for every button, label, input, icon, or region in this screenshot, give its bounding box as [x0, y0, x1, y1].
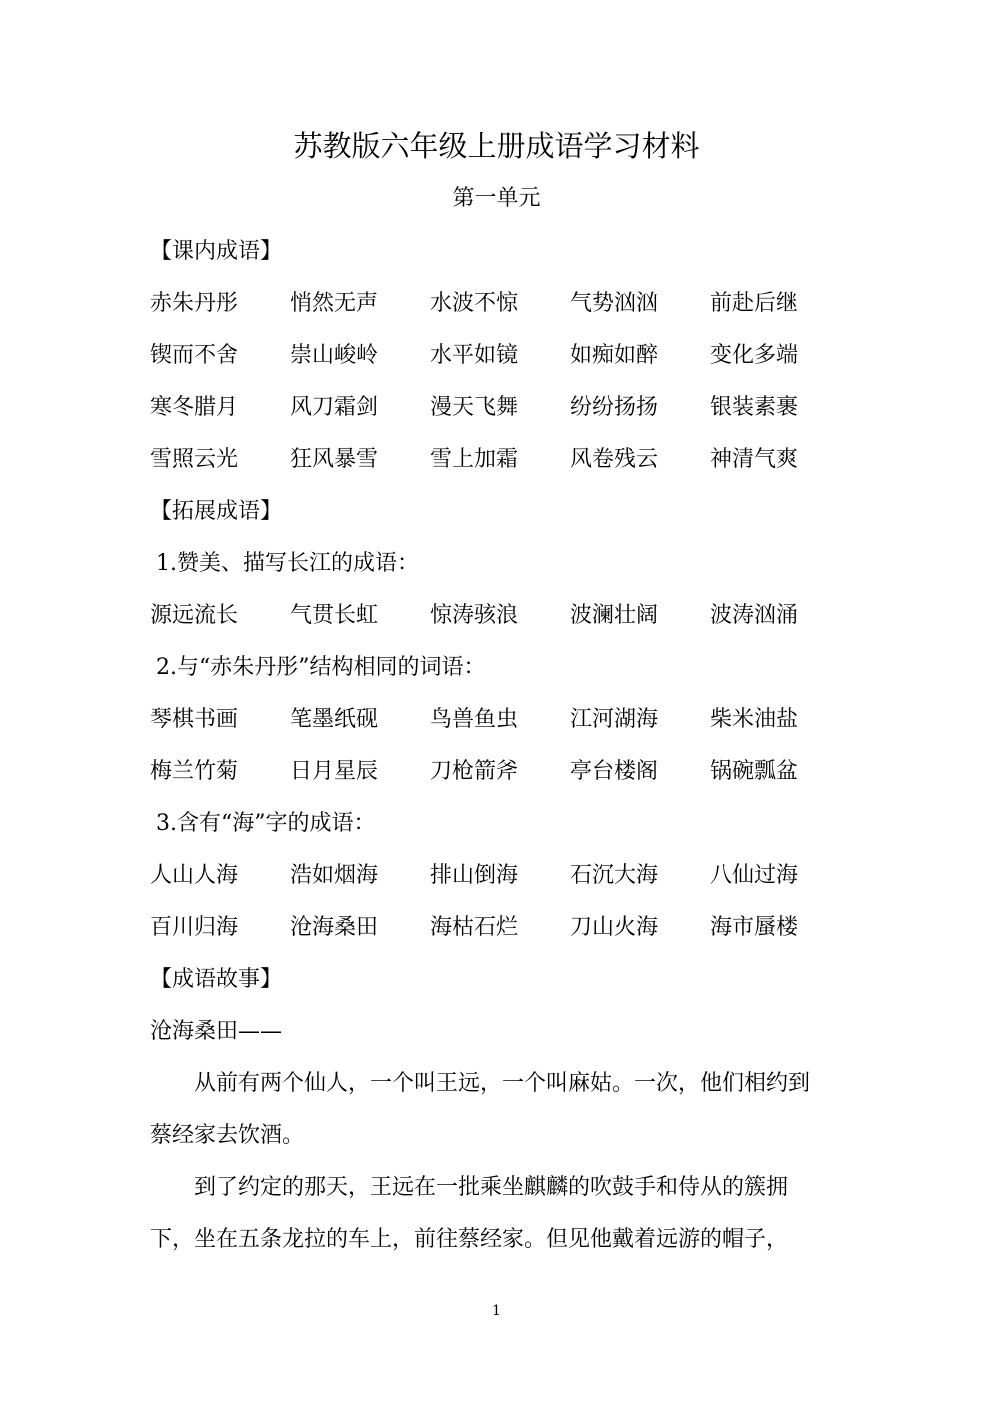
group-label: 3.含有“海”字的成语： [156, 811, 376, 836]
group-label: 1.赞美、描写长江的成语： [156, 551, 419, 576]
idiom: 赤朱丹彤 [150, 291, 239, 316]
idiom: 气贯长虹 [290, 603, 379, 628]
idiom: 前赴后继 [710, 291, 799, 316]
idiom: 沧海桑田 [290, 915, 379, 940]
idiom: 笔墨纸砚 [290, 707, 379, 732]
story-paragraph [150, 1162, 830, 1266]
idiom: 石沉大海 [570, 863, 659, 888]
idiom: 变化多端 [710, 343, 799, 368]
idiom: 柴米油盐 [710, 707, 799, 732]
section-heading-story: 【成语故事】 [150, 967, 283, 992]
idiom: 风刀霜剑 [290, 395, 379, 420]
story-paragraph-text: 从前有两个仙人，一个叫王远，一个叫麻姑。一次，他们相约到蔡经家去饮酒。 [150, 1071, 811, 1148]
idiom: 如痴如醉 [570, 343, 659, 368]
story-paragraph-text: 到了约定的那天，王远在一批乘坐麒麟的吹鼓手和侍从的簇拥下，坐在五条龙拉的车上，前往蔡经家。但见他戴着远游的帽子， [150, 1175, 789, 1252]
idiom: 亭台楼阁 [570, 759, 659, 784]
idiom: 水平如镜 [430, 343, 519, 368]
idiom: 雪照云光 [150, 447, 239, 472]
idiom: 刀枪箭斧 [430, 759, 519, 784]
document-title: 苏教版六年级上册成语学习材料 [293, 129, 700, 163]
idiom: 排山倒海 [430, 863, 519, 888]
idiom: 人山人海 [150, 863, 239, 888]
idiom: 八仙过海 [710, 863, 799, 888]
page-number: 1 [492, 1303, 501, 1319]
unit-heading: 第一单元 [452, 186, 541, 211]
idiom: 波澜壮阔 [570, 603, 659, 628]
idiom: 雪上加霜 [430, 447, 519, 472]
story-paragraph [150, 1058, 830, 1162]
section-heading-extended: 【拓展成语】 [150, 499, 283, 524]
idiom: 风卷残云 [570, 447, 659, 472]
idiom: 琴棋书画 [150, 707, 239, 732]
idiom: 刀山火海 [570, 915, 659, 940]
section-heading-in-class: 【课内成语】 [150, 239, 283, 264]
idiom: 江河湖海 [570, 707, 659, 732]
idiom: 鸟兽鱼虫 [430, 707, 519, 732]
idiom: 崇山峻岭 [290, 343, 379, 368]
group-label: 2.与“赤朱丹彤”结构相同的词语： [156, 655, 486, 680]
idiom: 浩如烟海 [290, 863, 379, 888]
idiom: 纷纷扬扬 [570, 395, 659, 420]
idiom: 日月星辰 [290, 759, 379, 784]
idiom: 海枯石烂 [430, 915, 519, 940]
idiom: 漫天飞舞 [430, 395, 519, 420]
idiom: 海市蜃楼 [710, 915, 799, 940]
idiom: 锅碗瓢盆 [710, 759, 799, 784]
idiom: 波涛汹涌 [710, 603, 799, 628]
idiom: 气势汹汹 [570, 291, 659, 316]
idiom: 悄然无声 [290, 291, 379, 316]
idiom: 梅兰竹菊 [150, 759, 239, 784]
idiom: 水波不惊 [430, 291, 519, 316]
idiom: 神清气爽 [710, 447, 799, 472]
idiom: 银装素裹 [710, 395, 799, 420]
idiom: 百川归海 [150, 915, 239, 940]
idiom: 锲而不舍 [150, 343, 239, 368]
idiom: 狂风暴雪 [290, 447, 379, 472]
story-title: 沧海桑田—— [150, 1019, 283, 1044]
idiom: 寒冬腊月 [150, 395, 239, 420]
idiom: 惊涛骇浪 [430, 603, 519, 628]
idiom: 源远流长 [150, 603, 239, 628]
